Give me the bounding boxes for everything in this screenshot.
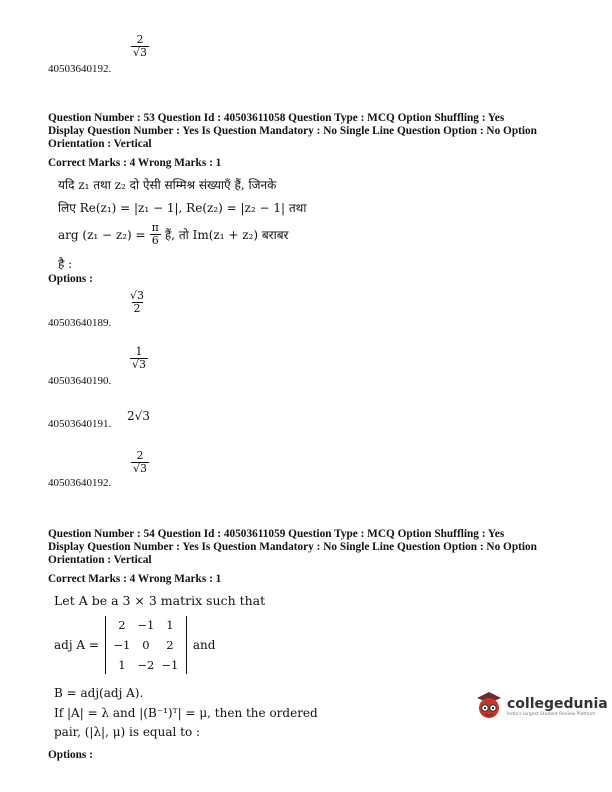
q53-text-line3: arg (z₁ − z₂) = $\frac{\pi}{6}$ हैं, तो Im(z₁ + z₂) बराबर bbox=[58, 221, 289, 247]
q53-text-line4: है : bbox=[58, 257, 73, 271]
q53-option3-value: 2√3 bbox=[127, 409, 150, 423]
q53-text-line2: लिए Re(z₁) = |z₁ − 1|, Re(z₂) = |z₂ − 1| तथा bbox=[58, 201, 307, 215]
q54-matrix-line bbox=[54, 616, 215, 674]
top-option-value: $\frac{2}{√3}$ bbox=[133, 33, 148, 59]
logo-tagline: India's largest Student Review Platform bbox=[507, 711, 596, 717]
q54-text-line3: If |A| = λ and |(B⁻¹)ᵀ| = μ, then the ordered bbox=[54, 706, 318, 720]
q53-option2-id: 40503640190. bbox=[48, 375, 112, 387]
q53-option4-value: $\frac{2}{√3}$ bbox=[133, 449, 148, 475]
q54-text-line2: B = adj(adj A). bbox=[54, 686, 144, 700]
q54-marks: Correct Marks : 4 Wrong Marks : 1 bbox=[48, 573, 222, 585]
and-label: and bbox=[192, 638, 216, 652]
q53-option3-id: 40503640191. bbox=[48, 418, 112, 430]
q53-option2-value: $\frac{1}{√3}$ bbox=[132, 345, 147, 371]
q54-options-label: Options : bbox=[48, 749, 93, 761]
q54-text-line1: Let A be a 3 × 3 matrix such that bbox=[54, 593, 266, 608]
logo-name: collegedunia bbox=[507, 695, 608, 712]
q53-marks: Correct Marks : 4 Wrong Marks : 1 bbox=[48, 157, 222, 169]
mascot-icon bbox=[474, 690, 504, 722]
top-option-id: 40503640192. bbox=[48, 63, 112, 75]
q53-option1-id: 40503640189. bbox=[48, 317, 112, 329]
q54-text-line4: pair, (|λ|, μ) is equal to : bbox=[54, 725, 201, 739]
collegedunia-logo bbox=[474, 690, 608, 722]
adj-matrix: 2 −1 1 −1 0 2 1 −2 −1 bbox=[105, 616, 187, 674]
q53-text-line1: यदि z₁ तथा z₂ दो ऐसी सम्मिश्र संख्याएँ हैं, जिनके bbox=[58, 178, 277, 192]
q53-meta: Question Number : 53 Question Id : 40503611058 Question Type : MCQ Option Shuffling : Yes Display Question Number : Yes Is Question Mandatory : No Single Line Question Option : No Option Orientation : Vertical bbox=[48, 112, 537, 150]
q53-option4-id: 40503640192. bbox=[48, 477, 112, 489]
q53-option1-value: $\frac{√3}{2}$ bbox=[130, 289, 145, 315]
q53-options-label: Options : bbox=[48, 273, 93, 285]
q54-meta: Question Number : 54 Question Id : 40503611059 Question Type : MCQ Option Shuffling : Yes Display Question Number : Yes Is Question Mandatory : No Single Line Question Option : No Option Orientation : Vertical bbox=[48, 528, 537, 566]
adj-label: adj A = bbox=[54, 638, 99, 652]
